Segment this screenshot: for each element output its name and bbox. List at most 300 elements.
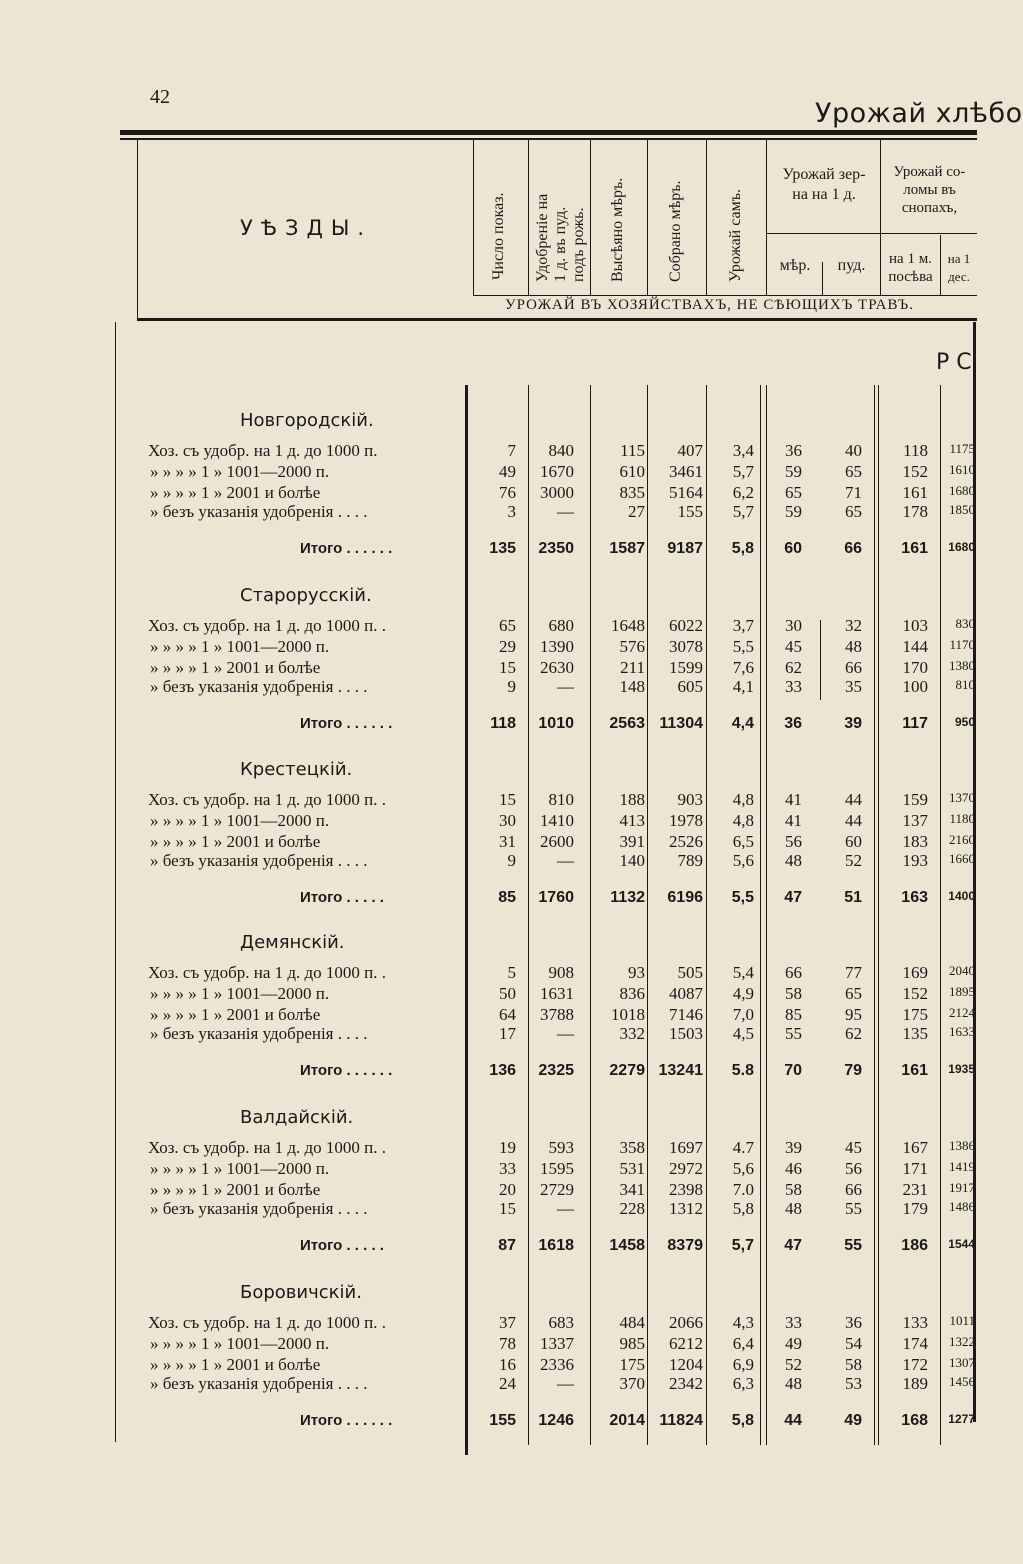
table-cell: 5,7: [732, 462, 754, 481]
table-cell: 35: [845, 677, 862, 696]
table-cell: 93: [628, 963, 645, 982]
table-cell: 810: [955, 677, 975, 692]
page-number: 42: [150, 86, 170, 108]
table-cell: 7146: [669, 1005, 703, 1024]
table-cell: 46: [785, 1159, 802, 1178]
total-cell: 5,8: [731, 540, 754, 557]
row-label: » » » » 1 » 1001—2000 п.: [150, 984, 330, 1003]
table-cell: 1697: [669, 1138, 703, 1157]
table-cell: 115: [620, 441, 645, 460]
table-cell: 174: [902, 1334, 928, 1353]
table-cell: 49: [499, 462, 516, 481]
header-divider: [647, 140, 648, 295]
total-cell: 161: [901, 540, 928, 557]
table-cell: 413: [619, 811, 645, 830]
table-cell: 4,5: [732, 1024, 754, 1043]
district-name: Валдайскій.: [240, 1107, 354, 1128]
table-cell: 95: [845, 1005, 862, 1024]
col-yield-header: Урожай самъ.: [727, 188, 744, 282]
table-row: [0, 963, 977, 985]
total-cell: 1246: [538, 1412, 574, 1429]
table-cell: 5,5: [732, 637, 754, 656]
total-cell: 47: [784, 1237, 802, 1254]
total-cell: 2563: [609, 715, 645, 732]
total-cell: 161: [901, 1062, 928, 1079]
row-label: Хоз. съ удобр. на 1 д. до 1000 п. .: [148, 616, 387, 635]
table-row: [0, 1159, 977, 1181]
table-cell: 4,9: [732, 984, 754, 1003]
table-cell: —: [557, 677, 574, 696]
table-cell: 48: [845, 637, 862, 656]
table-cell: 3: [507, 502, 516, 521]
table-cell: 189: [902, 1374, 928, 1393]
table-cell: 1917: [949, 1180, 975, 1195]
table-cell: 41: [785, 790, 802, 809]
table-cell: 52: [785, 1355, 802, 1374]
table-cell: 15: [499, 1199, 516, 1218]
table-cell: 1204: [669, 1355, 703, 1374]
table-cell: 167: [902, 1138, 928, 1157]
total-label: Итого . . . . .: [300, 889, 384, 906]
table-cell: 5: [507, 963, 516, 982]
table-cell: 55: [845, 1199, 862, 1218]
row-label: » безъ указанія удобренія . . . .: [150, 851, 368, 870]
col-count-header: Число показ.: [490, 192, 507, 280]
table-row: [0, 1334, 977, 1356]
table-cell: 6,3: [732, 1374, 754, 1393]
table-cell: 44: [845, 811, 862, 830]
total-cell: 950: [954, 715, 975, 729]
total-cell: 36: [784, 715, 802, 732]
table-cell: 15: [499, 658, 516, 677]
total-cell: 79: [844, 1062, 862, 1079]
table-cell: 2336: [540, 1355, 574, 1374]
table-cell: 1895: [949, 984, 975, 999]
total-cell: 5.8: [731, 1062, 754, 1079]
table-cell: 66: [845, 658, 862, 677]
table-cell: 65: [845, 984, 862, 1003]
total-row: [0, 1412, 977, 1434]
table-cell: 30: [785, 616, 802, 635]
row-label: » » » » 1 » 1001—2000 п.: [150, 1159, 330, 1178]
col-collected-header: Собрано мѣръ.: [667, 180, 684, 282]
table-cell: 103: [902, 616, 928, 635]
table-cell: 71: [845, 483, 862, 502]
table-cell: 48: [785, 851, 802, 870]
total-cell: 4,4: [731, 715, 754, 732]
total-cell: 70: [784, 1062, 802, 1079]
table-cell: 6022: [669, 616, 703, 635]
table-cell: 20: [499, 1180, 516, 1199]
table-cell: 680: [548, 616, 574, 635]
row-label: » » » » 1 » 2001 и болѣе: [150, 1180, 321, 1199]
table-cell: 31: [499, 832, 516, 851]
col-fert-header: [534, 194, 588, 282]
total-cell: 1587: [609, 540, 645, 557]
grain-group-line: на на 1 д.: [792, 186, 856, 203]
table-cell: —: [557, 1199, 574, 1218]
total-cell: 5,8: [731, 1412, 754, 1429]
table-cell: 15: [499, 790, 516, 809]
straw-per-measure-line: на 1 м.: [889, 251, 932, 267]
table-row: [0, 984, 977, 1006]
table-cell: 908: [548, 963, 574, 982]
table-cell: 6,5: [732, 832, 754, 851]
table-cell: —: [557, 1374, 574, 1393]
col-fert-line: 1 д. въ пуд.: [552, 206, 569, 282]
table-cell: 140: [619, 851, 645, 870]
total-cell: 1618: [538, 1237, 574, 1254]
table-cell: 5,4: [732, 963, 754, 982]
table-cell: 2729: [540, 1180, 574, 1199]
table-cell: 5,8: [732, 1199, 754, 1218]
table-cell: 76: [499, 483, 516, 502]
table-cell: 836: [619, 984, 645, 1003]
table-cell: 1610: [949, 462, 975, 477]
total-cell: 44: [784, 1412, 802, 1429]
table-cell: 32: [845, 616, 862, 635]
table-cell: 5,6: [732, 1159, 754, 1178]
total-cell: 11824: [659, 1412, 703, 1429]
table-cell: 60: [845, 832, 862, 851]
table-cell: 41: [785, 811, 802, 830]
total-cell: 1544: [948, 1237, 975, 1251]
straw-group-line: ломы въ: [903, 182, 956, 198]
table-cell: 505: [677, 963, 703, 982]
table-cell: 789: [677, 851, 703, 870]
grain-pud-header: пуд.: [837, 257, 866, 274]
table-cell: 16: [499, 1355, 516, 1374]
table-row: [0, 790, 977, 812]
table-cell: 77: [845, 963, 862, 982]
total-cell: 87: [498, 1237, 516, 1254]
header-divider: [766, 233, 880, 234]
total-cell: 66: [844, 540, 862, 557]
table-cell: 1410: [540, 811, 574, 830]
table-cell: 1370: [949, 790, 975, 805]
table-cell: 7: [507, 441, 516, 460]
table-cell: 56: [785, 832, 802, 851]
table-cell: 4,8: [732, 790, 754, 809]
row-label: » » » » 1 » 2001 и болѣе: [150, 832, 321, 851]
table-cell: 1670: [540, 462, 574, 481]
table-cell: 2342: [669, 1374, 703, 1393]
table-row: [0, 502, 977, 524]
header-divider: [473, 140, 474, 295]
total-label: Итого . . . . .: [300, 1237, 384, 1254]
table-cell: 29: [499, 637, 516, 656]
header-divider: [880, 233, 977, 234]
table-cell: 1595: [540, 1159, 574, 1178]
table-cell: 155: [677, 502, 703, 521]
grain-group-line: Урожай зер-: [782, 166, 866, 183]
table-cell: 228: [619, 1199, 645, 1218]
total-cell: 2279: [609, 1062, 645, 1079]
table-cell: 231: [902, 1180, 928, 1199]
table-cell: 49: [785, 1334, 802, 1353]
table-cell: 65: [845, 462, 862, 481]
header-rule-thin: [120, 138, 977, 140]
table-cell: 605: [677, 677, 703, 696]
total-cell: 1010: [538, 715, 574, 732]
table-cell: 44: [845, 790, 862, 809]
table-cell: 50: [499, 984, 516, 1003]
table-cell: 1486: [949, 1199, 975, 1214]
table-cell: 1322: [949, 1334, 975, 1349]
table-cell: 332: [619, 1024, 645, 1043]
row-label: Хоз. съ удобр. на 1 д. до 1000 п. .: [148, 1313, 387, 1332]
total-cell: 1277: [948, 1412, 975, 1426]
table-cell: 1386: [949, 1138, 975, 1153]
table-cell: 835: [619, 483, 645, 502]
table-cell: 341: [619, 1180, 645, 1199]
table-cell: 810: [548, 790, 574, 809]
table-cell: 2066: [669, 1313, 703, 1332]
total-row: [0, 889, 977, 911]
header-rule-thick: [120, 130, 977, 135]
table-cell: 985: [619, 1334, 645, 1353]
table-cell: 55: [785, 1024, 802, 1043]
section-note: УРОЖАЙ ВЪ ХОЗЯЙСТВАХЪ, НЕ СѢЮЩИХЪ ТРАВЪ.: [505, 297, 915, 313]
table-cell: 30: [499, 811, 516, 830]
table-cell: 3461: [669, 462, 703, 481]
table-cell: 161: [902, 483, 928, 502]
total-cell: 49: [844, 1412, 862, 1429]
table-cell: 135: [902, 1024, 928, 1043]
table-cell: 1180: [949, 811, 975, 826]
table-cell: 1633: [949, 1024, 975, 1039]
table-cell: 7,6: [732, 658, 754, 677]
header-divider: [528, 140, 529, 295]
table-cell: 4,8: [732, 811, 754, 830]
total-label: Итого . . . . . .: [300, 1062, 393, 1079]
table-cell: 65: [499, 616, 516, 635]
table-cell: 2398: [669, 1180, 703, 1199]
row-label: » » » » 1 » 1001—2000 п.: [150, 1334, 330, 1353]
total-label: Итого . . . . . .: [300, 1412, 393, 1429]
total-cell: 136: [489, 1062, 516, 1079]
table-row: [0, 1199, 977, 1221]
total-cell: 2350: [538, 540, 574, 557]
header-divider: [590, 140, 591, 295]
total-cell: 2325: [538, 1062, 574, 1079]
total-cell: 39: [844, 715, 862, 732]
header-divider: [706, 140, 707, 295]
table-cell: 59: [785, 462, 802, 481]
table-cell: 171: [902, 1159, 928, 1178]
table-cell: 40: [845, 441, 862, 460]
table-cell: 17: [499, 1024, 516, 1043]
total-cell: 55: [844, 1237, 862, 1254]
table-row: [0, 1313, 977, 1335]
table-cell: 62: [845, 1024, 862, 1043]
total-cell: 163: [901, 889, 928, 906]
table-cell: 54: [845, 1334, 862, 1353]
table-cell: 407: [677, 441, 703, 460]
table-row: [0, 677, 977, 699]
table-cell: 62: [785, 658, 802, 677]
table-row: [0, 1374, 977, 1396]
col-sown-header: Высѣяно мѣръ.: [609, 177, 626, 282]
straw-per-measure-header: [881, 250, 940, 286]
total-cell: 1400: [948, 889, 975, 903]
table-cell: 137: [902, 811, 928, 830]
table-cell: 9: [507, 677, 516, 696]
row-label: » » » » 1 » 1001—2000 п.: [150, 637, 330, 656]
table-cell: 188: [619, 790, 645, 809]
table-cell: 211: [620, 658, 645, 677]
table-cell: —: [557, 1024, 574, 1043]
row-label: » » » » 1 » 2001 и болѣе: [150, 658, 321, 677]
table-cell: 58: [785, 1180, 802, 1199]
uezdy-header: УѢЗДЫ.: [240, 216, 373, 240]
total-cell: 8379: [667, 1237, 703, 1254]
table-cell: 6,9: [732, 1355, 754, 1374]
col-fert-line: подъ рожь.: [570, 207, 587, 282]
table-cell: 118: [903, 441, 928, 460]
table-cell: 593: [548, 1138, 574, 1157]
table-cell: —: [557, 851, 574, 870]
table-cell: 66: [785, 963, 802, 982]
table-cell: 830: [955, 616, 975, 631]
table-cell: 1175: [949, 441, 975, 456]
row-label: Хоз. съ удобр. на 1 д. до 1000 п. .: [148, 1138, 387, 1157]
table-row: [0, 637, 977, 659]
table-cell: 85: [785, 1005, 802, 1024]
table-cell: 1978: [669, 811, 703, 830]
table-cell: 1337: [540, 1334, 574, 1353]
table-cell: 59: [785, 502, 802, 521]
table-cell: 1018: [611, 1005, 645, 1024]
grain-mer-header: мѣр.: [779, 257, 811, 274]
total-cell: 186: [901, 1237, 928, 1254]
total-cell: 9187: [667, 540, 703, 557]
total-cell: 1680: [948, 540, 975, 554]
table-cell: 2160: [949, 832, 975, 847]
table-cell: 6212: [669, 1334, 703, 1353]
table-cell: 1680: [949, 483, 975, 498]
table-cell: 1456: [949, 1374, 975, 1389]
total-label: Итого . . . . . .: [300, 540, 393, 557]
table-cell: 175: [902, 1005, 928, 1024]
total-cell: 1132: [610, 889, 645, 906]
district-name: Демянскій.: [240, 932, 345, 953]
district-name: Старорусскій.: [240, 585, 372, 606]
table-cell: 7,0: [732, 1005, 754, 1024]
table-cell: 172: [902, 1355, 928, 1374]
straw-per-measure-line: посѣва: [888, 269, 933, 285]
total-label: Итого . . . . . .: [300, 715, 393, 732]
total-cell: 1458: [609, 1237, 645, 1254]
total-cell: 155: [489, 1412, 516, 1429]
district-name: Боровичскій.: [240, 1282, 362, 1303]
table-cell: 3078: [669, 637, 703, 656]
total-cell: 11304: [659, 715, 703, 732]
total-cell: 5,7: [731, 1237, 754, 1254]
table-row: [0, 616, 977, 638]
table-cell: 48: [785, 1374, 802, 1393]
row-label: Хоз. съ удобр. на 1 д. до 1000 п. .: [148, 963, 387, 982]
table-cell: 2040: [949, 963, 975, 978]
table-row: [0, 851, 977, 873]
table-cell: 179: [902, 1199, 928, 1218]
table-cell: 193: [902, 851, 928, 870]
table-cell: 52: [845, 851, 862, 870]
table-cell: 36: [845, 1313, 862, 1332]
table-cell: 3000: [540, 483, 574, 502]
straw-per-des-header: [941, 250, 977, 286]
section-rule: [137, 318, 977, 321]
table-cell: 39: [785, 1138, 802, 1157]
table-cell: 1380: [949, 658, 975, 673]
table-cell: 170: [902, 658, 928, 677]
table-cell: 78: [499, 1334, 516, 1353]
table-cell: 903: [677, 790, 703, 809]
table-cell: 100: [902, 677, 928, 696]
header-divider: [766, 140, 767, 295]
table-cell: 1503: [669, 1024, 703, 1043]
table-cell: 33: [785, 1313, 802, 1332]
row-label: Хоз. съ удобр. на 1 д. до 1000 п. .: [148, 790, 387, 809]
total-cell: 47: [784, 889, 802, 906]
table-cell: 4087: [669, 984, 703, 1003]
total-cell: 118: [490, 715, 516, 732]
table-cell: 1170: [949, 637, 975, 652]
table-cell: 37: [499, 1313, 516, 1332]
table-cell: 2600: [540, 832, 574, 851]
table-cell: 66: [845, 1180, 862, 1199]
straw-group-header: [882, 163, 977, 217]
row-label: » безъ указанія удобренія . . . .: [150, 1199, 368, 1218]
table-row: [0, 811, 977, 833]
row-label: » » » » 1 » 1001—2000 п.: [150, 811, 330, 830]
table-cell: 610: [619, 462, 645, 481]
total-cell: 135: [489, 540, 516, 557]
table-row: [0, 462, 977, 484]
table-cell: 391: [619, 832, 645, 851]
table-cell: 169: [902, 963, 928, 982]
total-cell: 60: [784, 540, 802, 557]
table-cell: 3,7: [732, 616, 754, 635]
total-row: [0, 1237, 977, 1259]
table-cell: 24: [499, 1374, 516, 1393]
table-cell: 1631: [540, 984, 574, 1003]
table-cell: 358: [619, 1138, 645, 1157]
straw-per-des-line: дес.: [948, 269, 970, 284]
table-cell: 5,7: [732, 502, 754, 521]
district-name: Крестецкій.: [240, 759, 353, 780]
table-cell: 3,4: [732, 441, 754, 460]
table-cell: 370: [619, 1374, 645, 1393]
total-cell: 1760: [538, 889, 574, 906]
table-cell: 1312: [669, 1199, 703, 1218]
table-cell: 65: [845, 502, 862, 521]
page-title: Урожай хлѣбо: [815, 98, 1023, 129]
row-label: » » » » 1 » 1001—2000 п.: [150, 462, 330, 481]
total-row: [0, 540, 977, 562]
table-cell: 45: [785, 637, 802, 656]
table-cell: 144: [902, 637, 928, 656]
table-cell: 27: [628, 502, 645, 521]
table-cell: 58: [845, 1355, 862, 1374]
table-cell: 531: [619, 1159, 645, 1178]
table-cell: 152: [902, 462, 928, 481]
table-cell: 133: [902, 1313, 928, 1332]
table-cell: 1307: [949, 1355, 975, 1370]
table-cell: 19: [499, 1138, 516, 1157]
total-row: [0, 1062, 977, 1084]
table-cell: 1390: [540, 637, 574, 656]
